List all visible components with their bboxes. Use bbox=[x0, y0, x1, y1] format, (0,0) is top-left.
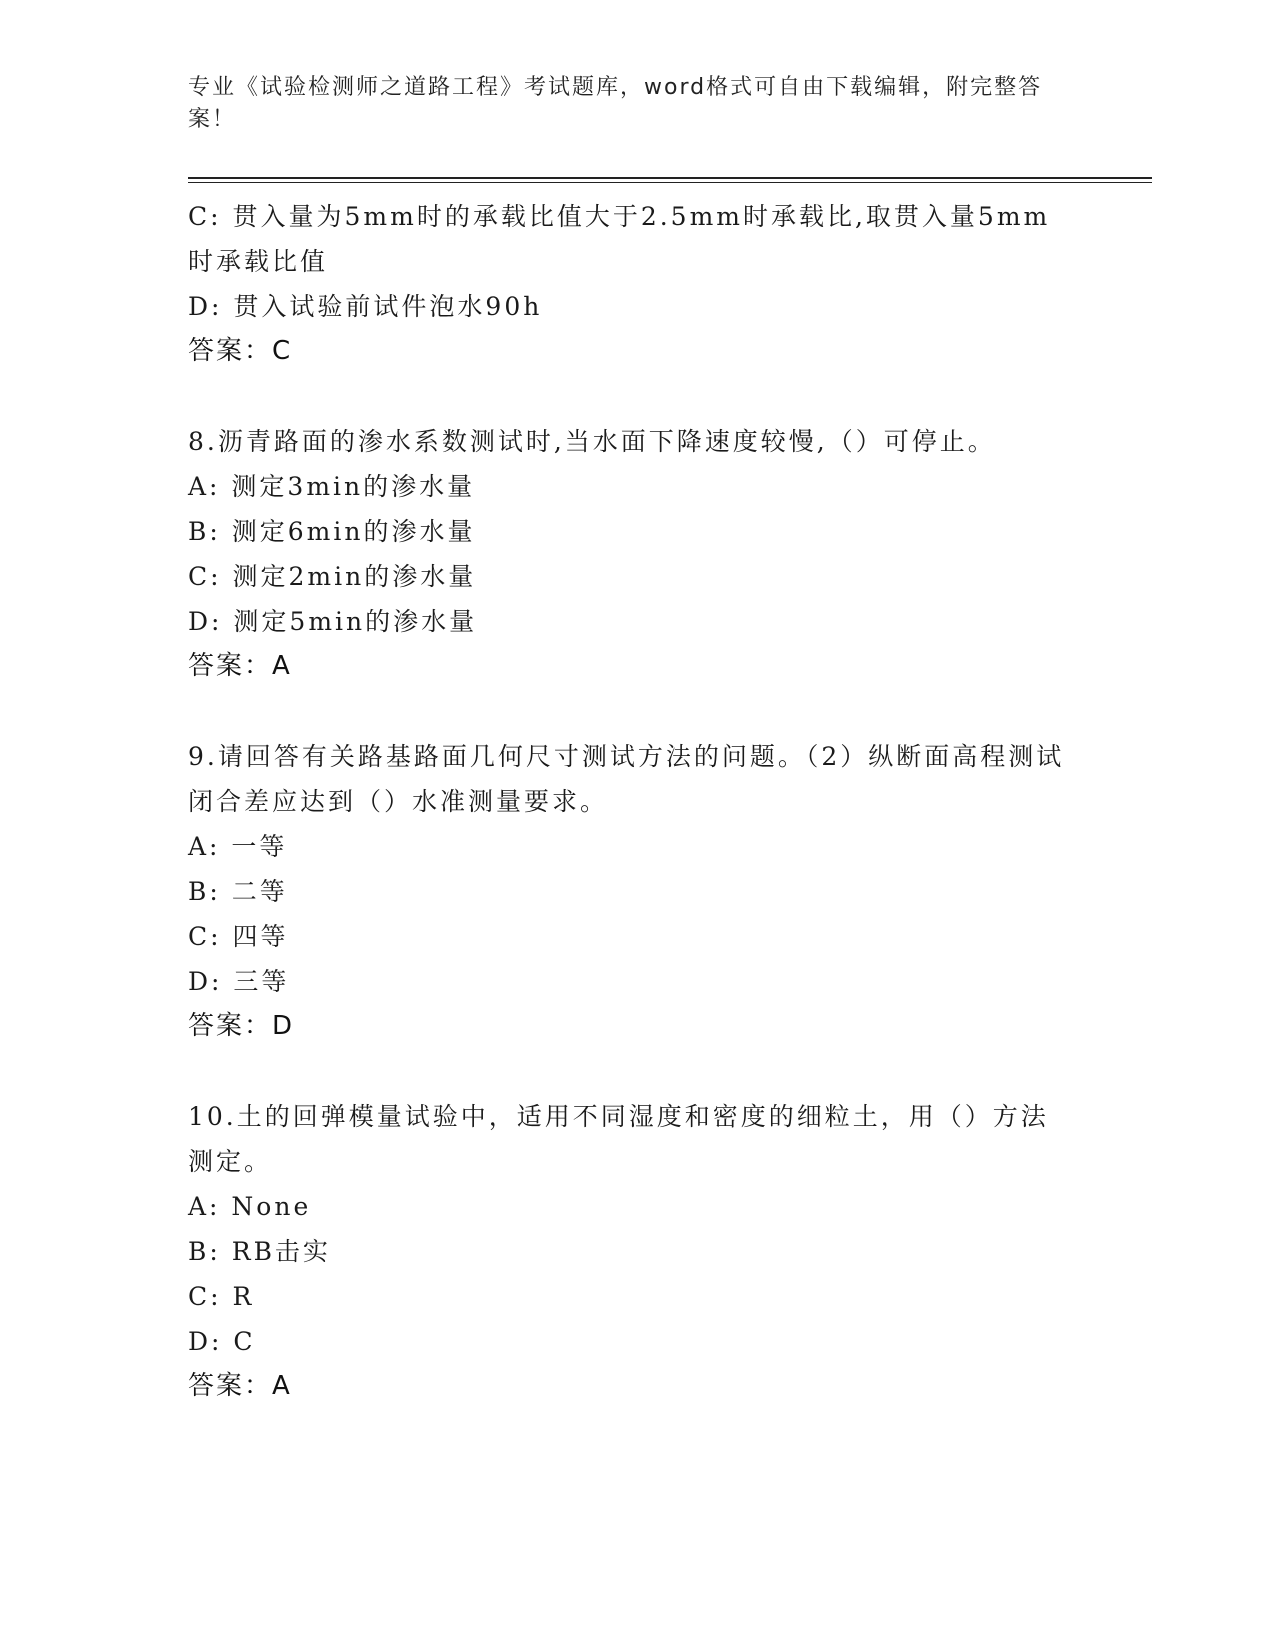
question-stem: 10.土的回弹模量试验中，适用不同湿度和密度的细粒土，用（）方法测定。 bbox=[188, 1102, 1049, 1176]
question-10 bbox=[188, 1094, 1088, 1409]
question-stem: 9.请回答有关路基路面几何尺寸测试方法的问题。（2）纵断面高程测试闭合差应达到（）水准测量要求。 bbox=[188, 742, 1065, 816]
option-b: B: RB击实 bbox=[188, 1237, 331, 1266]
question-content bbox=[188, 194, 1088, 1409]
page-header: 专业《试验检测师之道路工程》考试题库，word格式可自由下载编辑，附完整答案！ bbox=[188, 75, 1043, 132]
option-d: D: C bbox=[188, 1327, 256, 1356]
option-a: A: None bbox=[188, 1192, 312, 1221]
header-divider-thick bbox=[188, 177, 1152, 179]
option-b: B: 测定6min的渗水量 bbox=[188, 517, 476, 546]
option-c: C: 四等 bbox=[188, 922, 289, 951]
question-stem: 8.沥青路面的渗水系数测试时,当水面下降速度较慢,（）可停止。 bbox=[188, 427, 996, 456]
option-a: A: 测定3min的渗水量 bbox=[188, 472, 476, 501]
option-c: C: R bbox=[188, 1282, 255, 1311]
answer: 答案：A bbox=[188, 1371, 292, 1401]
option-d: D: 贯入试验前试件泡水90h bbox=[188, 292, 543, 321]
question-8 bbox=[188, 419, 1088, 689]
answer: 答案：A bbox=[188, 651, 292, 681]
question-9 bbox=[188, 734, 1088, 1049]
option-d: D: 测定5min的渗水量 bbox=[188, 607, 478, 636]
question-7-tail bbox=[188, 194, 1088, 374]
header-divider-thin bbox=[188, 182, 1152, 183]
option-b: B: 二等 bbox=[188, 877, 288, 906]
option-d: D: 三等 bbox=[188, 967, 290, 996]
option-a: A: 一等 bbox=[188, 832, 288, 861]
spacer bbox=[188, 374, 1088, 419]
spacer bbox=[188, 1049, 1088, 1094]
option-c: C: 测定2min的渗水量 bbox=[188, 562, 477, 591]
spacer bbox=[188, 689, 1088, 734]
answer: 答案：C bbox=[188, 336, 293, 366]
option-c: C: 贯入量为5mm时的承载比值大于2.5mm时承载比,取贯入量5mm时承载比值 bbox=[188, 202, 1051, 276]
answer: 答案：D bbox=[188, 1011, 295, 1041]
